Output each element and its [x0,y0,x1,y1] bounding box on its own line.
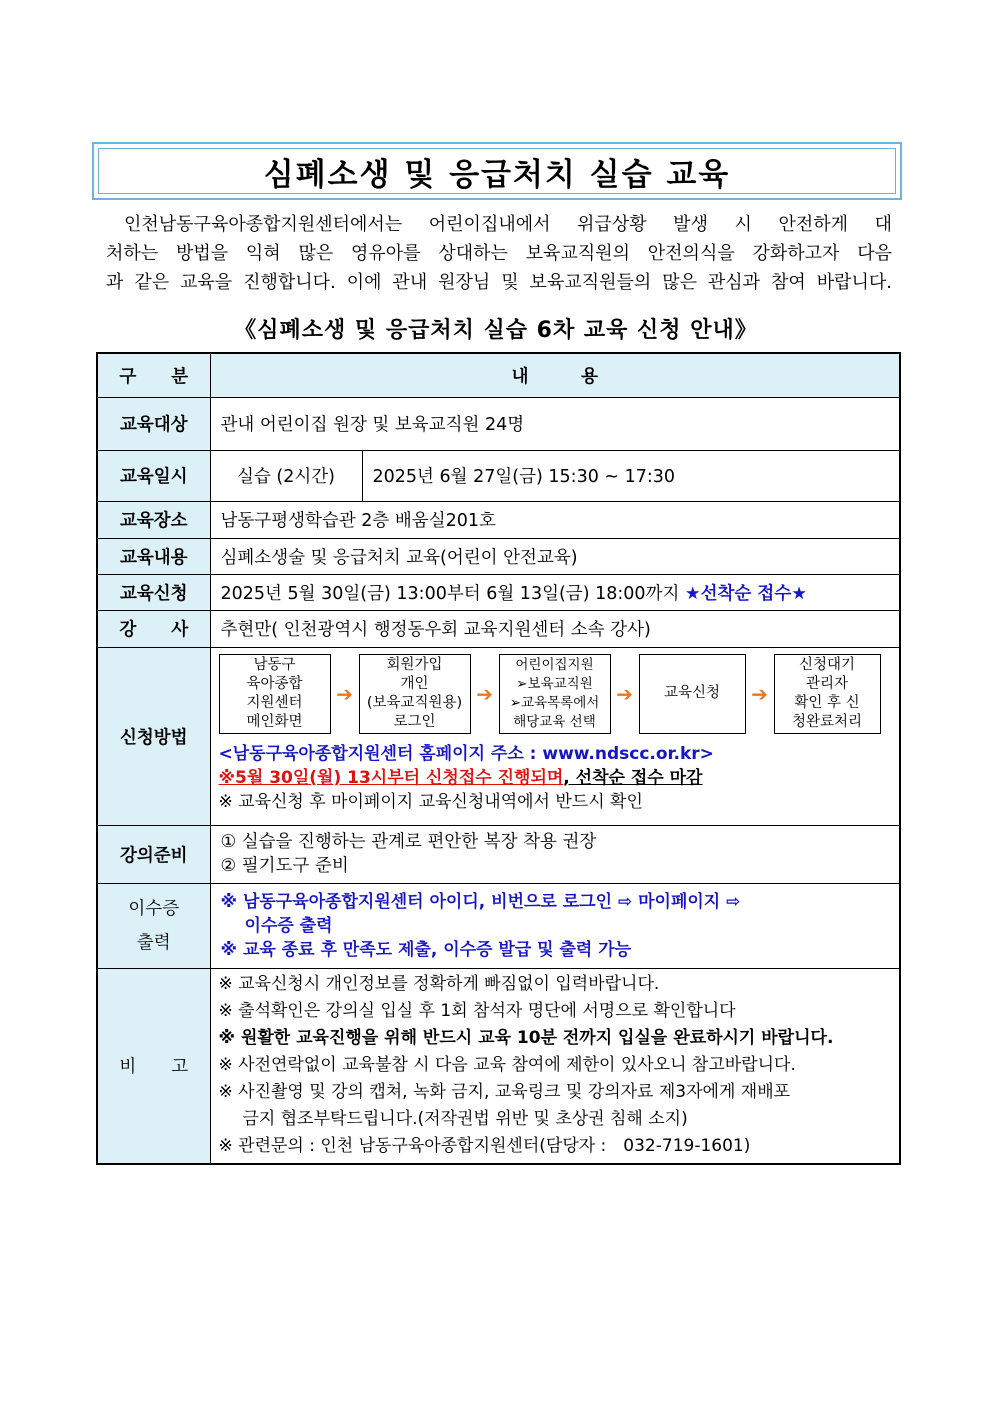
title-box [92,142,902,200]
row-label: 교육내용 [97,538,210,574]
row-value [210,883,900,968]
first-come-badge: ★선착순 접수★ [684,583,807,604]
intro-line: 인천남동구육아종합지원센터에서는 어린이집내에서 위급상황 발생 시 안전하게 대 [124,214,892,235]
arrow-icon: ➔ [751,681,768,706]
prep-item: ② 필기도구 준비 [220,856,349,876]
table-row [97,883,900,968]
intro-line: 과 같은 교육을 진행합니다. 이에 관내 원장님 및 보육교직원들의 많은 관심과 참여 바랍니다. [106,272,892,293]
intro-paragraph [106,210,892,297]
cert-line: ※ 교육 종료 후 만족도 제출, 이수증 발급 및 출력 가능 [220,939,632,960]
remark-item: ※ 관련문의 : 인천 남동구육아종합지원센터(담당자 : 032-719-1601) [218,1136,751,1157]
row-value [210,825,900,883]
row-value [210,574,900,610]
table-row [97,501,900,538]
table-row [97,825,900,883]
section-subtitle: 《심폐소생 및 응급처치 실습 6차 교육 신청 안내》 [234,318,758,343]
remark-item: ※ 사진촬영 및 강의 캡쳐, 녹화 금지, 교육링크 및 강의자료 제3자에게 재배포 [218,1082,791,1103]
remark-item: ※ 사전연락없이 교육불참 시 다음 교육 참여에 제한이 있사오니 참고바랍니다. [218,1055,796,1076]
arrow-icon: ➔ [336,681,353,706]
homepage-link[interactable]: <남동구육아종합지원센터 홈페이지 주소 : www.ndscc.or.kr> [218,743,714,764]
arrow-icon: ➔ [616,681,633,706]
row-label: 강 사 [97,610,210,647]
method-cell [210,647,900,825]
prep-item: ① 실습을 진행하는 관계로 편안한 복장 착용 권장 [220,832,597,852]
remark-item: ※ 출석확인은 강의실 입실 후 1회 참석자 명단에 서명으로 확인합니다 [218,1001,736,1022]
flow-step-select: 어린이집지원 ➢보육교직원 ➢교육목록에서 해당교육 선택 [499,654,611,734]
arrow-icon: ➔ [476,681,493,706]
remark-item: ※ 원활한 교육진행을 위해 반드시 교육 10분 전까지 입실을 완료하시기 바랍니다. [218,1028,834,1049]
flow-step-main: 남동구 육아종합 지원센터 메인화면 [219,654,331,734]
notice-deadline: ※5월 30일(월) 13시부터 신청접수 진행되며, 선착순 접수 마감 [218,767,703,788]
table-row [97,450,900,501]
cert-line: 이수증 출력 [244,915,333,936]
table-row [97,574,900,610]
table-row [97,610,900,647]
header-category: 구 분 [97,353,210,397]
notice-check: ※ 교육신청 후 마이페이지 교육신청내역에서 반드시 확인 [218,791,643,812]
row-value: 심폐소생술 및 응급처치 교육(어린이 안전교육) [210,538,900,574]
page-title: 심폐소생 및 응급처치 실습 교육 [98,148,896,194]
remark-item: 금지 협조부탁드립니다.(저작권법 위반 및 초상권 침해 소지) [242,1109,688,1130]
row-label: 교육신청 [97,574,210,610]
table-row [97,538,900,574]
header-content: 내 용 [210,353,900,397]
intro-line: 처하는 방법을 익혀 많은 영유아를 상대하는 보육교직원의 안전의식을 강화하고자 다음 [106,243,892,264]
table-header-row [97,353,900,397]
row-label: 교육장소 [97,501,210,538]
apply-flow [219,650,892,734]
flow-step-complete: 신청대기 관리자 확인 후 신 청완료처리 [774,654,881,734]
row-value: 남동구평생학습관 2층 배움실201호 [210,501,900,538]
row-label: 이수증 출력 [97,883,210,968]
row-label: 교육일시 [97,450,210,501]
row-value: 추현만( 인천광역시 행정동우회 교육지원센터 소속 강사) [210,610,900,647]
row-label: 신청방법 [97,647,210,825]
row-value: 관내 어린이집 원장 및 보육교직원 24명 [210,397,900,450]
cert-line: ※ 남동구육아종합지원센터 아이디, 비번으로 로그인 ⇨ 마이페이지 ⇨ [220,891,741,912]
apply-period: 2025년 5월 30일(금) 13:00부터 6월 13일(금) 18:00까지 [220,583,685,604]
row-value: 2025년 6월 27일(금) 15:30 ~ 17:30 [362,450,900,501]
row-value [210,968,900,1164]
date-type: 실습 (2시간) [210,450,362,501]
table-row [97,647,900,825]
table-row [97,968,900,1164]
table-row [97,397,900,450]
flow-step-login: 회원가입 개인 (보육교직원용) 로그인 [359,654,471,734]
remark-item: ※ 교육신청시 개인정보를 정확하게 빠짐없이 입력바랍니다. [218,974,660,995]
row-label: 비 고 [97,968,210,1164]
row-label: 교육대상 [97,397,210,450]
row-label: 강의준비 [97,825,210,883]
flow-step-apply: 교육신청 [639,654,746,734]
info-table [96,352,901,1165]
